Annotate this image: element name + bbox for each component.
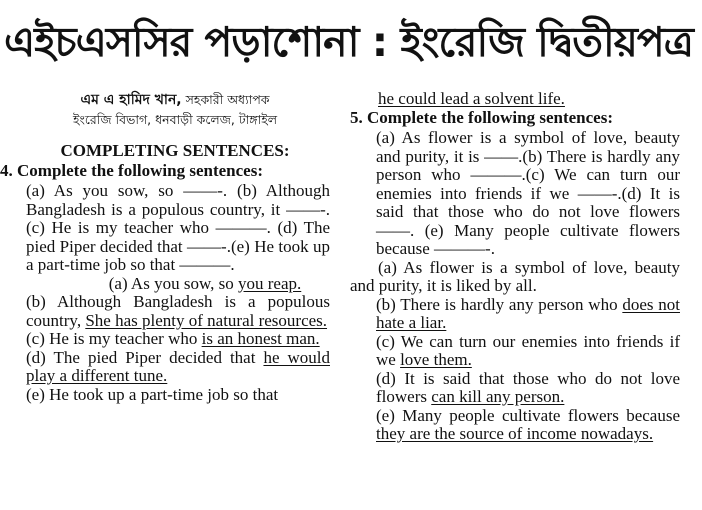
question-4-heading: 4. Complete the following sentences:	[0, 161, 263, 180]
answer-lead: (d) The pied Piper decided that	[26, 347, 264, 367]
answer-lead: (b) Although Bangladesh is a populous country,	[26, 292, 330, 330]
q4-answer-b	[26, 293, 330, 330]
answer-lead: (e) Many people cultivate flowers because	[376, 405, 680, 425]
q4-answer-e	[26, 386, 330, 405]
byline	[0, 90, 330, 130]
answer-lead: (c) He is my teacher who	[26, 329, 202, 348]
answer-fill: is an honest man.	[201, 329, 320, 348]
author-name: এম এ হামিদ খান,	[80, 92, 182, 108]
answer-lead: (e) He took up a part-time job so that	[26, 384, 279, 404]
author-affiliation: ইংরেজি বিভাগ, ধনবাড়ী কলেজ, টাঙ্গাইল	[72, 112, 278, 127]
q4-answer-c	[26, 330, 330, 349]
page-title: এইচএসসির পড়াশোনা : ইংরেজি দ্বিতীয়পত্র	[4, 18, 693, 66]
answer-lead: (b) There is hardly any person who	[376, 294, 623, 314]
q5-answer-c	[376, 333, 680, 370]
question-5-prompt: (a) As flower is a symbol of love, beauty and purity, it is ——.(b) There is hardly any person who ———.(c) We can turn our enemies into friends if we ——-.(d) It is said that those who do not love flowers ——. (e) Many people cultivate flowers because ———-.	[376, 128, 680, 258]
answer-fill: can kill any person.	[431, 387, 565, 406]
answer-fill: you reap.	[237, 273, 302, 293]
q4-answer-a	[80, 275, 330, 294]
q5-answer-d	[376, 370, 680, 407]
q5-answer-b	[376, 296, 680, 333]
q5-answer-a	[350, 259, 680, 296]
question-4-prompt: (a) As you sow, so ——-. (b) Although Bangladesh is a populous country, it ——-. (c) He is my teacher who ———. (d) The pied Piper decided that ——-.(e) He took up a part-time job so that ———.	[26, 181, 330, 274]
answer-fill: She has plenty of natural resources.	[85, 310, 328, 330]
left-column	[0, 90, 330, 404]
answer-fill: he would play a different tune.	[26, 347, 330, 385]
question-5-heading: 5. Complete the following sentences:	[350, 108, 613, 127]
answer-lead: (d) It is said that those who do not love flowers	[376, 368, 680, 406]
answer-fill: love them.	[400, 350, 472, 369]
author-designation: সহকারী অধ্যাপক	[181, 92, 270, 107]
q5-answer-e	[376, 407, 680, 444]
section-title: COMPLETING SENTENCES:	[60, 141, 290, 160]
q4-answer-d	[26, 349, 330, 386]
right-column	[350, 90, 680, 444]
answer-fill: does not hate a liar.	[376, 294, 680, 332]
answer-lead: (c) We can turn our enemies into friends if we	[376, 331, 680, 369]
answer-lead: (a) As flower is a symbol of love, beauty and purity, it is liked by all.	[350, 257, 680, 295]
answer-lead: (a) As you sow, so	[108, 273, 238, 293]
q4-answer-e-continued: he could lead a solvent life.	[378, 89, 565, 108]
answer-fill: they are the source of income nowadays.	[376, 424, 654, 443]
